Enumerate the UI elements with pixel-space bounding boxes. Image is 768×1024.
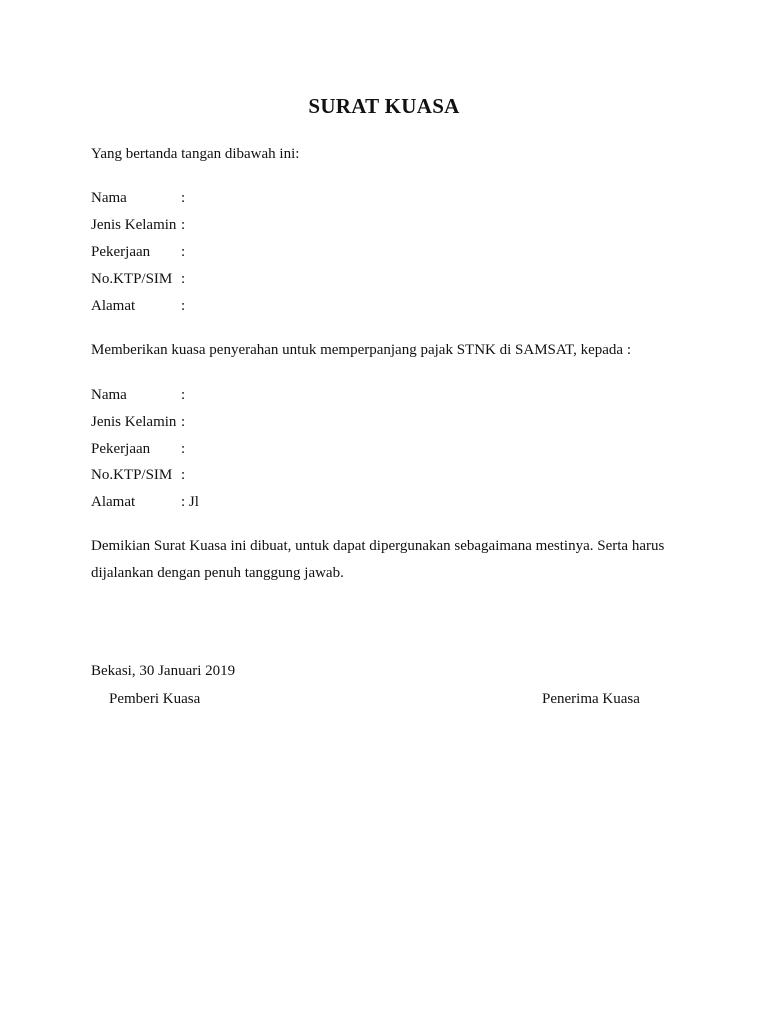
intro-text: Yang bertanda tangan dibawah ini: bbox=[91, 146, 300, 162]
field-colon: : bbox=[181, 271, 186, 287]
field-label: Jenis Kelamin bbox=[91, 414, 177, 430]
grantor-id-row bbox=[91, 270, 185, 288]
signer-left-label: Pemberi Kuasa bbox=[109, 691, 201, 707]
field-label: Jenis Kelamin bbox=[91, 217, 177, 233]
field-colon: : bbox=[181, 190, 186, 206]
grantee-gender-row bbox=[91, 413, 185, 431]
field-label: No.KTP/SIM bbox=[91, 467, 173, 483]
field-label: Alamat bbox=[91, 494, 136, 510]
mandate-text: Memberikan kuasa penyerahan untuk memperpanjang pajak STNK di SAMSAT, kepada : bbox=[91, 342, 631, 358]
grantor-address-row bbox=[91, 297, 185, 315]
field-colon: : bbox=[181, 414, 186, 430]
grantee-name-row bbox=[91, 386, 185, 404]
field-colon: : bbox=[181, 441, 186, 457]
grantee-address-row bbox=[91, 493, 199, 511]
field-label: Pekerjaan bbox=[91, 244, 151, 260]
document-title: SURAT KUASA bbox=[308, 94, 460, 118]
field-colon: : bbox=[181, 387, 186, 403]
grantor-occupation-row bbox=[91, 243, 185, 261]
field-colon: : bbox=[181, 244, 186, 260]
field-label: Alamat bbox=[91, 298, 136, 314]
grantor-gender-row bbox=[91, 216, 185, 234]
field-colon: : bbox=[181, 494, 186, 510]
grantee-occupation-row bbox=[91, 440, 185, 458]
field-value: Jl bbox=[188, 494, 199, 510]
field-colon: : bbox=[181, 467, 186, 483]
signer-right-label: Penerima Kuasa bbox=[542, 691, 640, 707]
field-label: No.KTP/SIM bbox=[91, 271, 173, 287]
field-colon: : bbox=[181, 298, 186, 314]
closing-paragraph: Demikian Surat Kuasa ini dibuat, untuk dapat dipergunakan sebagaimana mestinya. Serta harus dijalankan dengan penuh tanggung jawab. bbox=[91, 538, 665, 581]
grantor-name-row bbox=[91, 189, 185, 207]
field-label: Nama bbox=[91, 387, 127, 403]
place-date: Bekasi, 30 Januari 2019 bbox=[91, 663, 236, 679]
grantee-id-row bbox=[91, 466, 185, 484]
field-colon: : bbox=[181, 217, 186, 233]
field-label: Nama bbox=[91, 190, 127, 206]
field-label: Pekerjaan bbox=[91, 441, 151, 457]
